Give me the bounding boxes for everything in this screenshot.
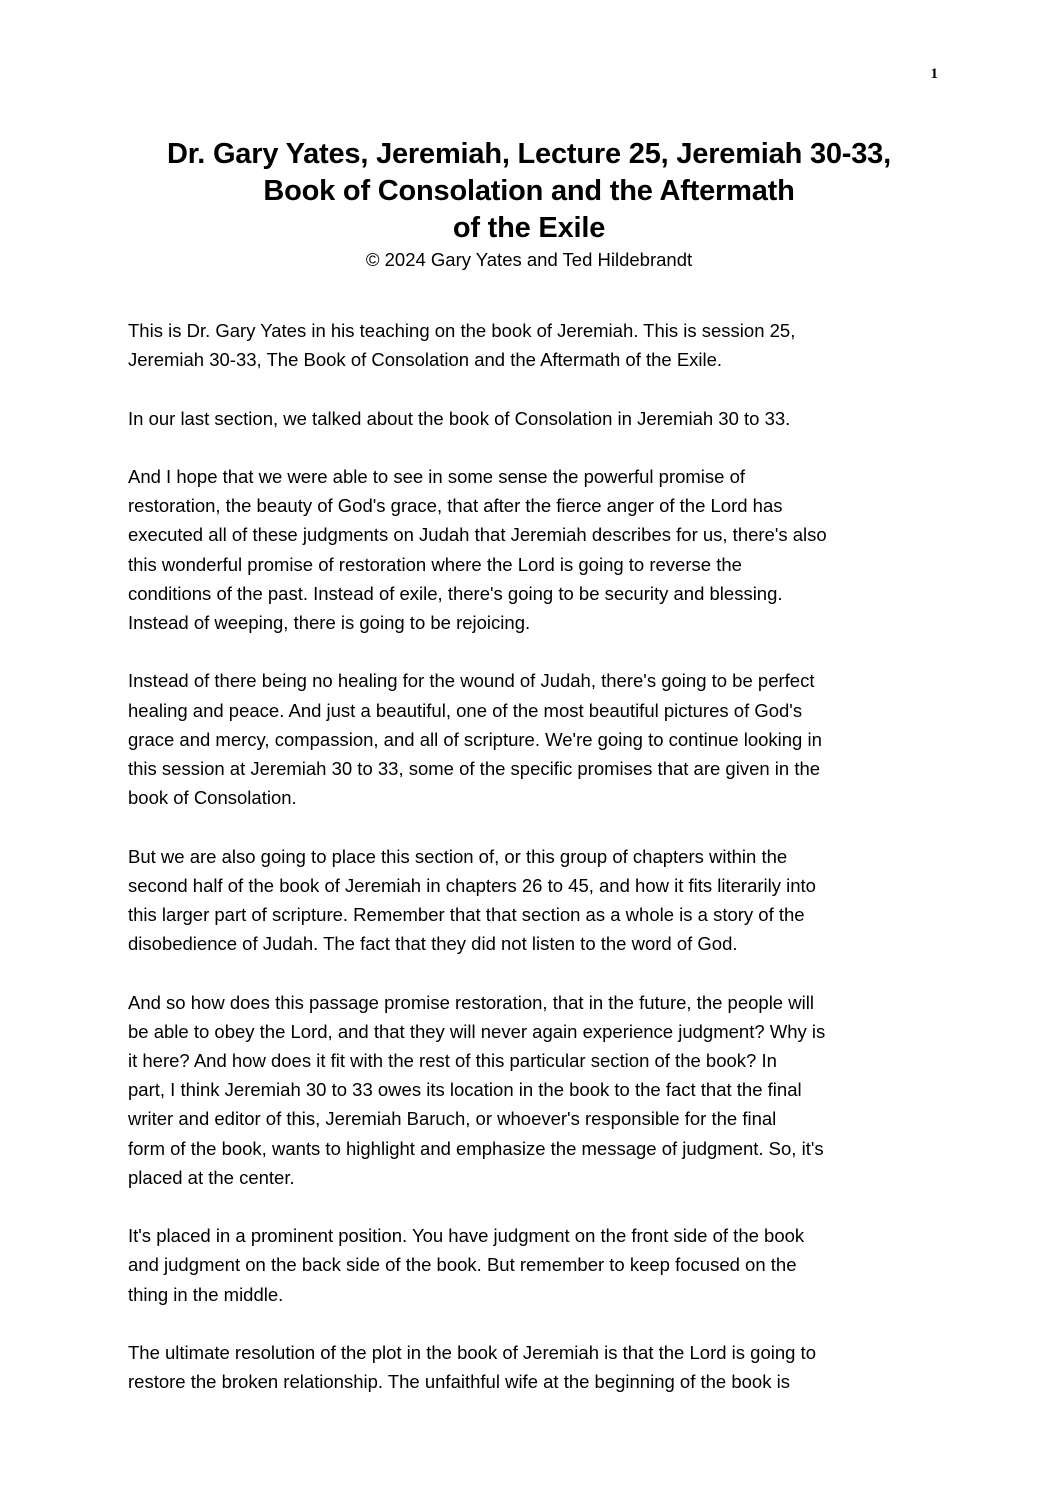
text-line: second half of the book of Jeremiah in chapters 26 to 45, and how it fits literarily into xyxy=(128,874,816,896)
document-title-line: Dr. Gary Yates, Jeremiah, Lecture 25, Jeremiah 30-33, xyxy=(167,138,891,170)
paragraph xyxy=(128,842,940,959)
text-line: This is Dr. Gary Yates in his teaching on the book of Jeremiah. This is session 25, xyxy=(128,320,796,341)
text-line: this wonderful promise of restoration where the Lord is going to reverse the xyxy=(128,553,742,575)
document-title-line: Book of Consolation and the Aftermath xyxy=(263,175,795,207)
text-line: healing and peace. And just a beautiful, one of the most beautiful pictures of God's xyxy=(128,699,803,721)
text-line: In our last section, we talked about the book of Consolation in Jeremiah 30 to 33. xyxy=(128,407,791,429)
text-line: and judgment on the back side of the book. But remember to keep focused on the xyxy=(128,1254,797,1276)
text-line: restoration, the beauty of God's grace, that after the fierce anger of the Lord has xyxy=(128,495,783,517)
text-line: form of the book, wants to highlight and emphasize the message of judgment. So, it's xyxy=(128,1137,824,1159)
paragraph xyxy=(128,1221,940,1309)
text-line: writer and editor of this, Jeremiah Baruch, or whoever's responsible for the final xyxy=(128,1108,777,1130)
text-line: be able to obey the Lord, and that they will never again experience judgment? Why is xyxy=(128,1020,826,1042)
text-line: grace and mercy, compassion, and all of scripture. We're going to continue looking in xyxy=(128,728,822,750)
text-line: But we are also going to place this section of, or this group of chapters within the xyxy=(128,845,788,867)
document-title-line: of the Exile xyxy=(452,212,606,244)
text-line: Instead of there being no healing for the wound of Judah, there's going to be perfect xyxy=(128,670,815,692)
paragraph xyxy=(128,666,940,812)
text-line: this session at Jeremiah 30 to 33, some of the specific promises that are given in the xyxy=(128,758,821,779)
text-line: It's placed in a prominent position. You have judgment on the front side of the book xyxy=(128,1225,805,1247)
text-line: Instead of weeping, there is going to be rejoicing. xyxy=(128,612,531,633)
text-line: it here? And how does it fit with the rest of this particular section of the book? In xyxy=(128,1050,777,1071)
document-body xyxy=(128,316,940,1426)
text-line: And I hope that we were able to see in some sense the powerful promise of xyxy=(128,465,746,487)
paragraph xyxy=(128,316,940,374)
paragraph xyxy=(128,1338,940,1396)
text-line: thing in the middle. xyxy=(128,1283,284,1305)
text-line: part, I think Jeremiah 30 to 33 owes its location in the book to the fact that the final xyxy=(128,1079,802,1101)
document-header xyxy=(110,136,948,273)
text-line: book of Consolation. xyxy=(128,787,297,809)
text-line: conditions of the past. Instead of exile, there's going to be security and blessing. xyxy=(128,582,783,604)
text-line: disobedience of Judah. The fact that they did not listen to the word of God. xyxy=(128,933,738,955)
paragraph xyxy=(128,404,940,433)
page-number: 1 xyxy=(930,66,938,82)
paragraph xyxy=(128,988,940,1192)
text-line: The ultimate resolution of the plot in the book of Jeremiah is that the Lord is going to xyxy=(128,1342,816,1363)
text-line: restore the broken relationship. The unfaithful wife at the beginning of the book is xyxy=(128,1371,790,1393)
text-line: placed at the center. xyxy=(128,1166,295,1188)
text-line: Jeremiah 30-33, The Book of Consolation and the Aftermath of the Exile. xyxy=(128,349,723,371)
paragraph xyxy=(128,462,940,637)
copyright-notice: © 2024 Gary Yates and Ted Hildebrandt xyxy=(365,249,693,270)
text-line: And so how does this passage promise restoration, that in the future, the people will xyxy=(128,991,814,1013)
text-line: executed all of these judgments on Judah that Jeremiah describes for us, there's also xyxy=(128,524,827,546)
text-line: this larger part of scripture. Remember that that section as a whole is a story of the xyxy=(128,904,805,925)
